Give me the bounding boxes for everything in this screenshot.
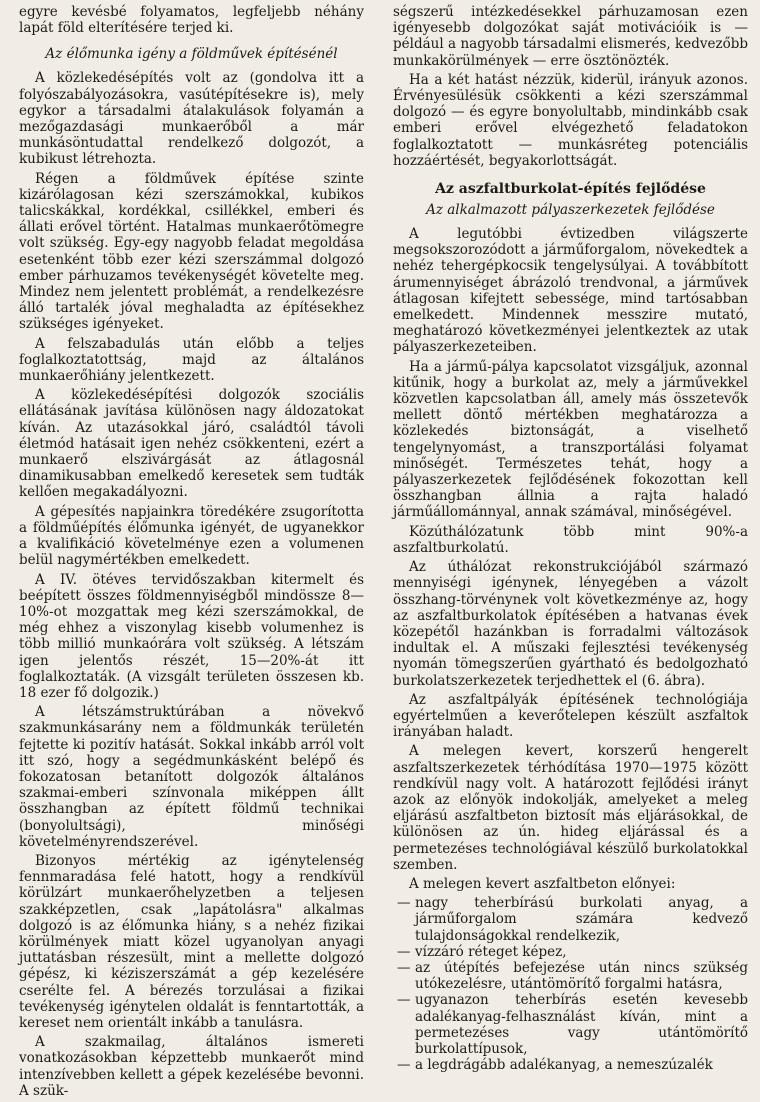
paragraph: A létszámstruktúrában a növekvő szakmunkásarány nem a földmunkák területén fejtette ki pozitív hatását. Sokkal inkább arról volt itt szó, hogy a segédmunkásként belépő és fokozatosan betanított dolgozók általános szakmai-emberi színvonala miképpen állt összhangban az épített földmű technikai (bonyolultsági), minőségi követelményrendszerével.: [19, 704, 364, 850]
paragraph: Régen a földművek építése szinte kizárólagosan kézi szerszámokkal, kubikos talicskákkal, kordékkal, csillékkel, emberi és állati erővel történt. Hatalmas munkaerőtömegre volt szükség. Egy-egy nagyobb feladat megoldása esetenként több ezer kézi szerszámmal dolgozó ember párhuzamos tevékenységét követelte meg. Mindez nem jelentett problémát, a rendelkezésre álló tartalék jóval meghaladta az építésekhez szükséges igényeket.: [19, 170, 364, 333]
list-dash: —: [397, 943, 411, 960]
paragraph: A közlekedésépítés volt az (gondolva itt a folyószabályozásokra, vasútépítésekre is), mely egykor a társadalmi átalakulások folyamán a mezőgazdasági munkaerőből a már munkásöntudattal rendelkező dolgozót, a kubikust létrehozta.: [19, 70, 364, 168]
advantages-list: [393, 895, 748, 1073]
section-heading: Az élőmunka igény a földművek építésénél: [45, 46, 338, 63]
paragraph: Ha a két hatást nézzük, kiderül, irányuk azonos. Érvényesülésük csökkenti a kézi szerszámmal dolgozó — és egyre bonyolultabb, mindinkább csak emberi erővel elvégezhető feladatokon foglalkoztatott — munkásréteg potenciális hozzáértését, begyakorlottságát.: [393, 71, 748, 169]
section-heading: Az aszfaltburkolat-építés fejlődése: [435, 181, 706, 198]
list-item-text: vízzáró réteget képez,: [415, 943, 567, 960]
list-item: [393, 944, 748, 960]
list-item-text: ugyanazon teherbírás esetén kevesebb adalékanyag-felhasználást kíván, mint a permetezéses vagy utántömörítő burkolattípusok,: [415, 992, 748, 1057]
subsection-heading: Az alkalmazott pályaszerkezetek fejlődése: [426, 202, 715, 219]
paragraph: A felszabadulás után előbb a teljes foglalkoztatottság, majd az általános munkaerőhiány jelentkezett.: [19, 335, 364, 385]
intro-fragment: ségszerű intézkedésekkel párhuzamosan ezen igényesebb dolgozókat saját motivációik is — például a nagyobb társadalmi elismerés, kedvezőbb munkakörülmények — erre ösztönözték.: [393, 4, 748, 69]
list-dash: —: [397, 895, 411, 912]
paragraph: Közúthálózatunk több mint 90%-a aszfaltburkolatú.: [393, 523, 748, 556]
list-dash: —: [397, 959, 411, 976]
list-item: [393, 1057, 748, 1073]
paragraph: A gépesítés napjainkra töredékére zsugorította a földműépítés élőmunka igényét, de ugyanekkor a kvalifikáció követelménye ezen a volumenen belül nagymértékben emelkedett.: [19, 503, 364, 569]
list-dash: —: [397, 992, 411, 1009]
list-item: [393, 895, 748, 944]
list-item-text: a legdrágább adalékanyag, a nemeszúzalék: [415, 1057, 713, 1074]
left-column: [19, 4, 364, 1102]
right-column: [393, 4, 748, 1073]
paragraph: A melegen kevert, korszerű hengerelt aszfaltszerkezetek térhódítása 1970—1975 között rendkívül nagy volt. A határozott fejlődési irányt azok az előnyök indokolják, amelyeket a meleg eljárású aszfaltbeton biztosít más eljárásokkal, de különösen az ún. hideg eljárással és a permetezéses technológiával készülő burkolatokkal szemben.: [393, 743, 748, 873]
list-item: [393, 960, 748, 992]
paragraph: A legutóbbi évtizedben világszerte megsokszorozódott a járműforgalom, növekedtek a nehéz tehergépkocsik tengelysúlyai. A továbbított árumennyiséget ábrázoló trendvonal, a járművek átlagosan kifejtett sebessége, mind tartósabban emelkedett. Mindennek messzire mutató, meghatározó következményei jelentkeztek az utak pályaszerkezeteiben.: [393, 226, 748, 356]
intro-fragment: egyre kevésbé folyamatos, legfeljebb néhány lapát föld elterítésére terjed ki.: [19, 4, 364, 37]
list-item-text: az útépítés befejezése után nincs szükség utókezelésre, utántömörítő forgalmi hatásra,: [415, 959, 748, 993]
paragraph: A melegen kevert aszfaltbeton előnyei:: [409, 875, 676, 892]
paragraph: A IV. ötéves tervidőszakban kitermelt és beépített összes földmennyiségből mindössze 8—10%-ot mozgattak meg kézi szerszámokkal, de még ehhez a viszonylag kisebb volumenhez is több millió munkaórára volt szükség. A létszám igen jelentős részét, 15—20%-át itt foglalkoztaták. (A vizsgált területen összesen kb. 18 ezer fő dolgozik.): [19, 571, 364, 701]
paragraph: A közlekedésépítési dolgozók szociális ellátásának javítása különösen nagy áldozatokat kíván. Az utazásokkal járó, családtól távoli életmód hatásait igen nehéz csökkenteni, ezért a munkaerő elszivárgását az átlagosnál dinamikusabban emelkedő keresetek sem tudták kellően megakadályozni.: [19, 387, 364, 501]
list-item: [393, 992, 748, 1057]
paragraph: Ha a jármű-pálya kapcsolatot vizsgáljuk, azonnal kitűnik, hogy a burkolat az, mely a járművekkel közvetlen kapcsolatban áll, amely más összetevők mellett döntő mértékben meghatározza a közlekedés biztonságát, a viselhető tengelynyomást, a transzportálási folyamat minőségét. Természetes tehát, hogy a pályaszerkezetek fejlődésének fokozottan kell összhangban állnia a rajta haladó járműállománnyal, annak számával, minőségével.: [393, 358, 748, 521]
list-item-text: nagy teherbírású burkolati anyag, a járműforgalom számára kedvező tulajdonságokkal rendelkezik,: [415, 895, 748, 944]
list-dash: —: [397, 1057, 411, 1074]
paragraph: Bizonyos mértékig az igénytelenség fennmaradása felé hatott, hogy a rendkívül körülzárt munkaerőhelyzetben a teljesen szakképzetlen, csak „lapátolásra" alkalmas dolgozó is az élőmunka hiány, s a nehéz fizikai körülmények miatt közel ugyanolyan anyagi juttatásban részesült, mint a mellette dolgozó gépész, ki kéziszerszámát a gép kezelésére cserélte fel. A bérezés torzulásai a fizikai tevékenység igénytelen oldalát is fenntartották, a kereset nem orientált inkább a tanulásra.: [19, 852, 364, 1031]
paragraph: Az úthálózat rekonstrukciójából származó mennyiségi igénynek, lényegében a vázolt összhang-törvénynek volt következménye az, hogy az aszfaltburkolatok építésében a hatvanas évek közepétől hazánkban is forradalmi változások indultak el. A műszaki fejlesztési tevékenység nyomán tömegszerűen gyártható és bedolgozható burkolatszerkezetek terjedhettek el (6. ábra).: [393, 559, 748, 689]
paragraph: Az aszfaltpályák építésének technológiája egyértelműen a keverőtelepen készült aszfaltok irányában haladt.: [393, 691, 748, 741]
paragraph: A szakmailag, általános ismereti vonatkozásokban képzettebb munkaerőt mind intenzívebben kellett a gépek kezelésébe bevonni. A szük-: [19, 1034, 364, 1099]
